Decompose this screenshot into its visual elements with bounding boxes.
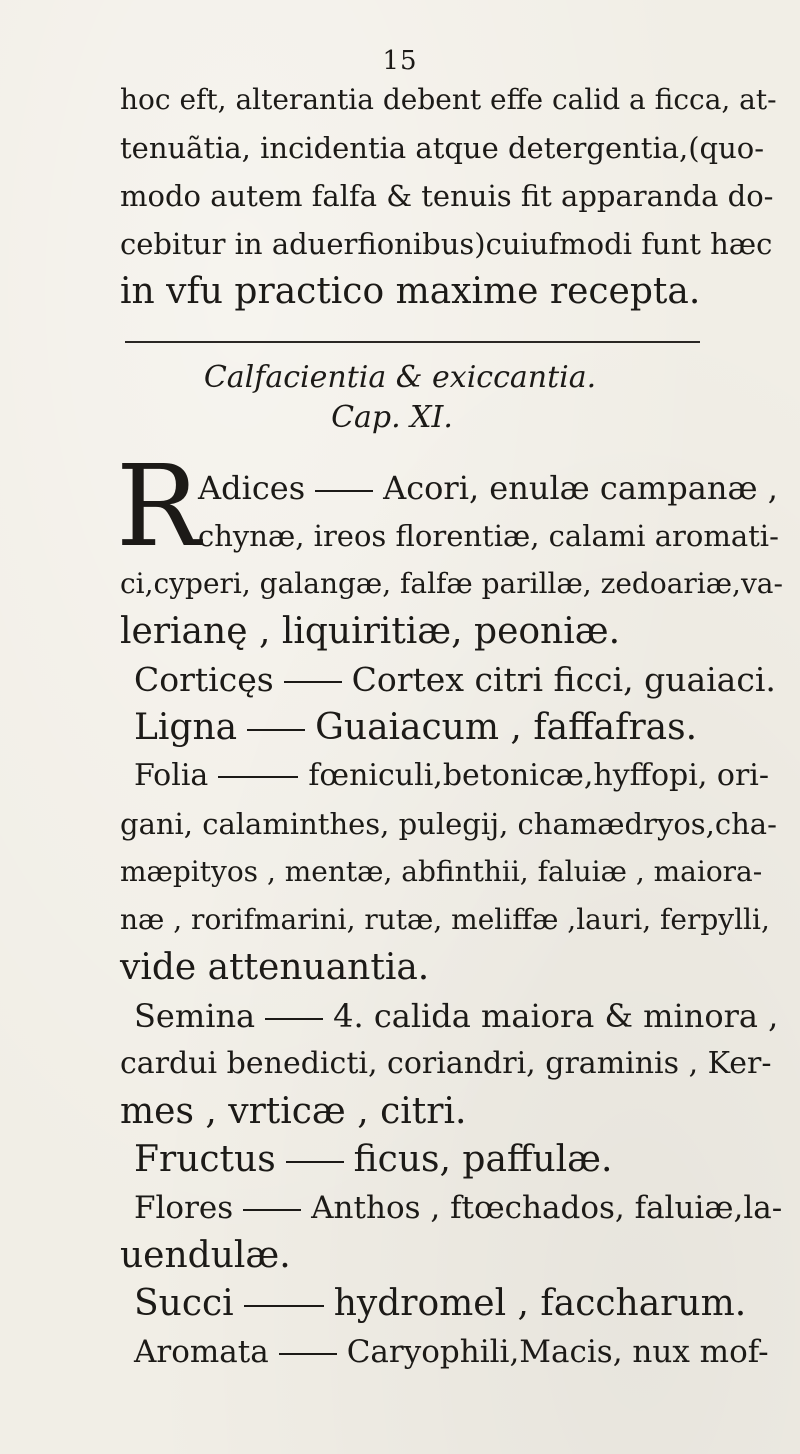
entry-semina — [134, 992, 778, 1040]
entry-dash — [284, 681, 342, 683]
entry-label-radices: Adices — [198, 469, 306, 507]
entry-dash — [265, 1018, 323, 1020]
drop-cap: R — [116, 442, 201, 572]
entry-radices-line-3: ci,cyperi, galangæ, falfæ parillæ, zedoariæ,va- — [120, 567, 783, 600]
entry-folia-line-4: næ , rorifmarini, rutæ, meliffæ ,lauri, ferpylli, — [120, 903, 770, 936]
entry-dash — [243, 1209, 301, 1211]
entry-ligna — [134, 704, 697, 752]
entry-cortices — [134, 656, 776, 704]
entry-aromata — [134, 1328, 769, 1376]
entry-text-cortices: Cortex citri ficci, guaiaci. — [351, 660, 776, 699]
entry-dash — [244, 1305, 324, 1307]
entry-label-cortices: Corticęs — [134, 660, 274, 699]
entry-folia-line-5: vide attenuantia. — [120, 947, 430, 988]
entry-text-ligna: Guaiacum , faffafras. — [315, 707, 698, 748]
entry-succi — [134, 1280, 746, 1328]
entry-dash — [218, 776, 298, 778]
intro-line-4: cebitur in aduerfionibus)cuiufmodi funt hæc — [120, 227, 773, 261]
entry-text-folia: fœniculi,betonicæ,hyffopi, ori- — [308, 758, 770, 793]
entry-flores — [134, 1184, 782, 1232]
entry-label-succi: Succi — [134, 1283, 234, 1324]
intro-line-3: modo autem falfa & tenuis fit apparanda do- — [120, 179, 774, 213]
intro-line-2: tenuãtia, incidentia atque detergentia,(quo- — [120, 131, 765, 165]
entry-flores-line-2: uendulæ. — [120, 1235, 291, 1276]
entry-label-folia: Folia — [134, 758, 209, 793]
entry-label-semina: Semina — [134, 997, 256, 1035]
entry-radices-line-2: chynæ, ireos florentiæ, calami aromati- — [198, 519, 779, 553]
entry-text-flores: Anthos , ftœchados, faluiæ,la- — [311, 1190, 783, 1226]
chapter-title: Calfacientia & exiccantia. — [203, 360, 597, 395]
entry-label-ligna: Ligna — [134, 707, 238, 748]
entry-dash — [279, 1353, 337, 1355]
entry-semina-line-3: mes , vrticæ , citri. — [120, 1091, 467, 1132]
entry-label-fructus: Fructus — [134, 1139, 276, 1180]
entry-folia-line-3: mæpityos , mentæ, abfinthii, faluiæ , maiora- — [120, 855, 763, 888]
entry-radices-line-4: lerianę , liquiritiæ, peoniæ. — [120, 611, 621, 652]
entry-folia — [134, 752, 769, 800]
entry-label-aromata: Aromata — [134, 1334, 269, 1370]
entry-label-flores: Flores — [134, 1190, 234, 1226]
section-divider — [125, 341, 700, 343]
entry-folia-line-2: gani, calaminthes, pulegij, chamædryos,cha- — [120, 807, 777, 841]
entry-dash — [247, 729, 305, 731]
intro-line-5: in vfu practico maxime recepta. — [120, 271, 701, 312]
entry-radices — [198, 464, 778, 512]
entry-semina-line-2: cardui benedicti, coriandri, graminis , Ker- — [120, 1046, 772, 1081]
entry-text-radices: Acori, enulæ campanæ , — [383, 469, 778, 507]
entry-text-aromata: Caryophili,Macis, nux mof- — [346, 1334, 769, 1370]
page-number: 15 — [382, 46, 418, 76]
entry-text-fructus: ficus, paffulæ. — [353, 1139, 613, 1180]
intro-line-1: hoc eft, alterantia debent effe calid a ficca, at- — [120, 83, 777, 116]
chapter-number: Cap. XI. — [331, 400, 453, 435]
entry-fructus — [134, 1136, 612, 1184]
entry-dash — [286, 1161, 344, 1163]
entry-text-succi: hydromel , faccharum. — [333, 1283, 747, 1324]
entry-dash — [315, 490, 373, 492]
entry-text-semina: 4. calida maiora & minora , — [333, 997, 779, 1035]
